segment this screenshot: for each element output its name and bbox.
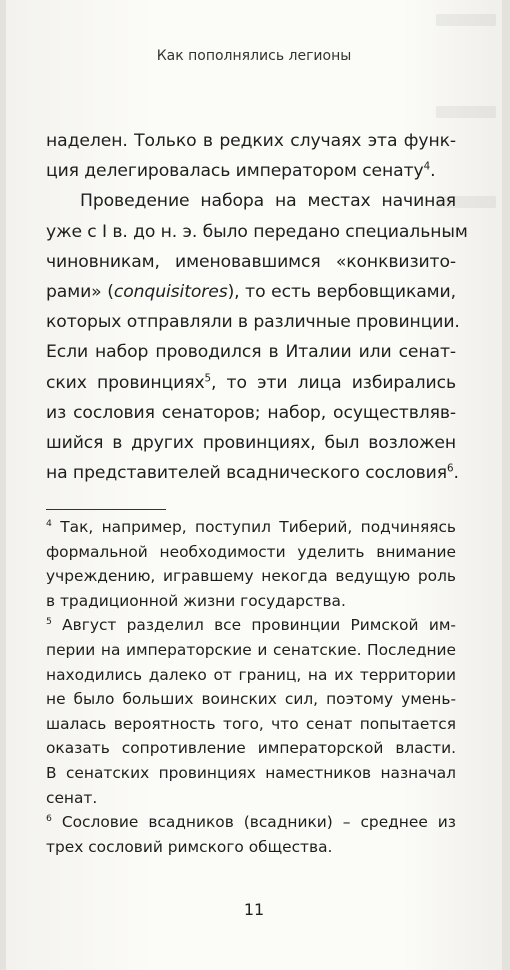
footnote-line: учреждению, игравшему некогда ведущую роль (46, 567, 456, 586)
text-line: наделен. Только в редких случаях эта функ- (46, 131, 456, 151)
running-head: Как пополнялись легионы (156, 48, 352, 64)
bleed-through-mark (436, 14, 496, 26)
text-line: ских провинциях$^5$, то эти лица избирались (46, 371, 456, 393)
footnote-line: в традиционной жизни государства. (46, 591, 346, 610)
footnote-number: 5 (46, 616, 52, 628)
bleed-through-mark (436, 106, 496, 118)
main-text (46, 126, 468, 488)
footnotes (46, 515, 456, 859)
text-line: Если набор проводился в Италии или сенат- (46, 342, 456, 363)
footnote-line: перии на императорские и сенатские. Последние (46, 640, 456, 659)
footnote-separator (46, 509, 166, 510)
text-line: Проведение набора на местах начиная (80, 191, 456, 212)
book-page (6, 0, 502, 970)
footnote-line: формальной необходимости уделить внимание (46, 542, 456, 561)
footnote-line: находились далеко от границ, на их территории (46, 665, 456, 684)
footnote-line: шалась вероятность того, что сенат попытается (46, 714, 456, 733)
footnote-line: трех сословий римского общества. (46, 837, 333, 856)
text-line: из сословия сенаторов; набор, осуществляв- (46, 402, 456, 423)
footnote-line: сенат. (46, 788, 98, 807)
footnote-line: не было больших воинских сил, поэтому умень- (46, 690, 456, 709)
page-number: 11 (243, 900, 265, 919)
footnote-ref: 5 (204, 371, 212, 384)
text-line: чиновникам, именовавшимся «конквизито- (46, 251, 456, 272)
text-line: рами» (conquisitores), то есть вербовщиками, (46, 282, 456, 303)
footnote-line: $^6$ Сословие всадников (всадники) – среднее из (46, 813, 456, 832)
footnote-line: $^4$ Так, например, поступил Тиберий, подчиняясь (46, 517, 456, 536)
footnote-line: оказать сопротивление императорской власти. (46, 739, 456, 758)
text-line: на представителей всаднического сословия$^6$. (46, 462, 459, 484)
footnote-line: $^5$ Август разделил все провинции Римской им- (46, 616, 456, 635)
text-line: ция делегировалась императором сенату$^4$. (46, 160, 436, 182)
footnote-ref: 6 (446, 462, 454, 475)
text-line: которых отправляли в различные провинции. (46, 312, 460, 333)
footnote-ref: 4 (423, 160, 431, 173)
footnote-number: 4 (46, 517, 52, 529)
text-line: уже с I в. до н. э. было передано специальным (46, 221, 468, 242)
text-line: шийся в других провинциях, был возложен (46, 433, 456, 454)
footnote-line: В сенатских провинциях наместников назначал (46, 763, 456, 782)
footnote-number: 6 (46, 813, 52, 824)
